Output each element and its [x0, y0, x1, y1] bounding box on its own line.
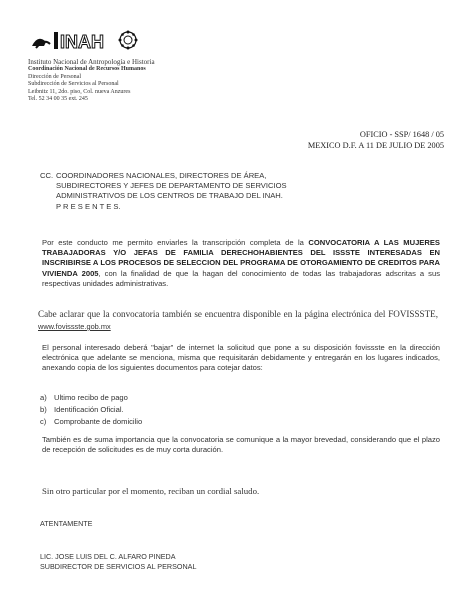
- list-item: b) Identificación Oficial.: [40, 404, 124, 414]
- intro-lead: Por este conducto me permito enviarles la transcripción completa de la: [42, 238, 309, 247]
- issuer-block: [28, 58, 268, 104]
- availability-text: Cabe aclarar que la convocatoria también se encuentra disponible en la página electrónica del FOVISSSTE,: [38, 309, 438, 319]
- inah-logo-icon: [30, 28, 140, 54]
- paragraph-greeting: Sin otro particular por el momento, reciban un cordial saludo.: [42, 486, 260, 496]
- issuer-line: Tel. 52 34 00 35 ext. 245: [28, 96, 88, 103]
- recipient-line: P R E S E N T E S.: [56, 201, 121, 211]
- oficio-number: OFICIO - SSP/ 1648 / 05: [359, 130, 444, 139]
- fovissste-link[interactable]: www.fovissste.gob.mx: [38, 322, 111, 331]
- paragraph-instructions: El personal interesado deberá "bajar" de internet la solicitud que pone a su disposición fovissste en la dirección electrónica que adelante se menciona, misma que requisitarán debidamente y entregarán en los lugares indicados, anexando copia de los siguientes documentos para cotejar datos:: [42, 343, 440, 373]
- logo-wordmark: INAH: [60, 32, 104, 52]
- issuer-line: Dirección de Personal: [28, 73, 81, 80]
- documents-list: [40, 392, 142, 427]
- issuer-line: Instituto Nacional de Antropología e Historia: [28, 58, 155, 66]
- issuer-line: Subdirección de Servicios al Personal: [28, 81, 119, 88]
- paragraph-intro: [42, 238, 440, 289]
- list-item: a) Ultimo recibo de pago: [40, 393, 128, 402]
- list-item: c) Comprobante de domicilio: [40, 416, 143, 426]
- recipients-block: [40, 171, 287, 212]
- regards-line: ATENTAMENTE: [40, 519, 93, 528]
- signer-name: LIC. JOSE LUIS DEL C. ALFARO PINEDA: [40, 552, 176, 561]
- recipient-line: ADMINISTRATIVOS DE LOS CENTROS DE TRABAJO DEL INAH.: [56, 191, 283, 201]
- convocatoria-title: CONVOCATORIA A LAS MUJERES TRABAJADORAS Y/O JEFAS DE FAMILIA DERECHOHABIENTES DEL ISSSTE INTERESADAS EN INSCRIBIRSE A LOS PROCESOS DE SELECCION DEL PROGRAMA DE OTORGAMIENTO DE CREDITOS PARA VIVIENDA 2005: [42, 238, 440, 278]
- signer-title: SUBDIRECTOR DE SERVICIOS AL PERSONAL: [40, 562, 197, 571]
- paragraph-importance: También es de suma importancia que la convocatoria se comunique a la mayor brevedad, considerando que el plazo de recepción de solicitudes es de muy corta duración.: [42, 435, 440, 455]
- recipient-line: COORDINADORES NACIONALES, DIRECTORES DE ÁREA,: [56, 171, 267, 180]
- signature-block: [40, 552, 196, 572]
- recipient-line: SUBDIRECTORES Y JEFES DE DEPARTAMENTO DE SERVICIOS: [56, 181, 287, 191]
- reference-block: [308, 129, 444, 151]
- cc-label: CC.: [40, 171, 54, 180]
- intro-tail: , con la finalidad de que la hagan del conocimiento de todas las trabajadoras adscritas a sus respectivas unidades administrativas.: [42, 268, 440, 288]
- issuer-line: Leibnitz 11, 2do. piso, Col. nueva Anzures: [28, 88, 131, 95]
- issuer-line: Coordinación Nacional de Recursos Humanos: [28, 66, 146, 72]
- inah-logo: [30, 28, 140, 54]
- paragraph-availability: [38, 308, 438, 333]
- place-date: MEXICO D.F. A 11 DE JULIO DE 2005: [307, 141, 444, 150]
